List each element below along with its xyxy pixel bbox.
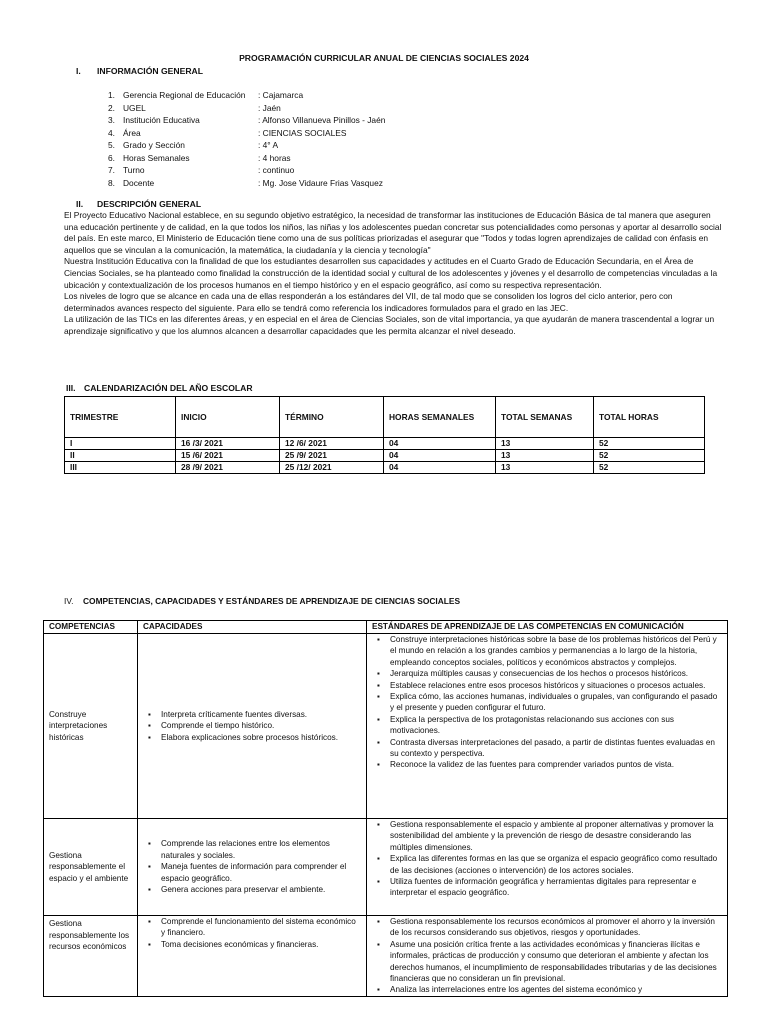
section-3-title: CALENDARIZACIÓN DEL AÑO ESCOLAR: [84, 383, 253, 393]
table-cell: 52: [594, 450, 705, 462]
section-3-number: III.: [66, 383, 76, 393]
list-item: ▪ Toma decisiones económicas y financieras.: [161, 939, 361, 950]
info-value: : Alfonso Villanueva Pinillos - Jaén: [258, 115, 386, 125]
info-key: UGEL: [123, 102, 146, 113]
table-cell: 04: [384, 438, 496, 450]
column-header: TOTAL HORAS: [594, 397, 705, 438]
info-value: : continuo: [258, 165, 295, 175]
competency-cell: Construye interpretaciones históricas: [44, 634, 138, 819]
list-item: ▪ Explica las diferentes formas en las que se organiza el espacio geográfico como resultado de las decisiones (acciones o intervención) de los actores sociales.: [390, 853, 722, 876]
list-item: ▪ Explica la perspectiva de los protagonistas relacionando sus acciones con sus motivaciones.: [390, 714, 722, 737]
table-row: [44, 916, 728, 997]
info-number: 3.: [108, 115, 115, 125]
table-header-row: [44, 621, 728, 634]
section-4-title: COMPETENCIAS, CAPACIDADES Y ESTÁNDARES DE APRENDIZAJE DE CIENCIAS SOCIALES: [83, 596, 461, 606]
table-cell: 25 /9/ 2021: [280, 450, 384, 462]
table-row: [44, 819, 728, 916]
list-item: ▪ Gestiona responsablemente los recursos económicos al promover el ahorro y la inversión de los recursos considerando sus objetivos, riesgos y oportunidades.: [390, 916, 722, 939]
info-key: Institución Educativa: [123, 115, 200, 125]
capacities-cell: [138, 634, 367, 819]
list-item: ▪ Construye interpretaciones históricas sobre la base de los problemas históricos del Perú y el mundo en relación a los grandes cambios y permanencias a lo largo de la historia, empleando conceptos sociales, políticos y económicos abstractos y complejos.: [390, 634, 722, 668]
column-header: INICIO: [176, 397, 280, 438]
general-description: [64, 210, 724, 338]
table-cell: 13: [496, 462, 594, 474]
column-header: ESTÁNDARES DE APRENDIZAJE DE LAS COMPETENCIAS EN COMUNICACIÓN: [367, 621, 728, 634]
table-cell: 28 /9/ 2021: [176, 462, 280, 474]
competencies-table: [43, 620, 728, 997]
section-4-number: IV.: [64, 596, 74, 606]
info-number: 7.: [108, 165, 115, 175]
table-cell: 25 /12/ 2021: [280, 462, 384, 474]
info-value: : Jaén: [258, 102, 281, 113]
list-item: ▪ Establece relaciones entre esos procesos históricos y situaciones o procesos actuales.: [390, 680, 722, 691]
list-item: ▪ Analiza las interrelaciones entre los agentes del sistema económico y: [390, 984, 722, 995]
list-item: ▪ Maneja fuentes de información para comprender el espacio geográfico.: [161, 861, 361, 884]
section-1-heading: [76, 66, 203, 77]
table-cell: 15 /6/ 2021: [176, 450, 280, 462]
info-row: [108, 90, 303, 101]
list-item: ▪ Comprende el funcionamiento del sistema económico y financiero.: [161, 916, 361, 939]
column-header: CAPACIDADES: [138, 621, 367, 634]
info-key: Grado y Sección: [123, 140, 185, 150]
info-key: Docente: [123, 177, 155, 188]
info-key: Horas Semanales: [123, 152, 190, 163]
list-item: ▪ Comprende las relaciones entre los elementos naturales y sociales.: [161, 838, 361, 861]
table-cell: 52: [594, 462, 705, 474]
table-cell: III: [65, 462, 176, 474]
info-key: Área: [123, 127, 141, 138]
list-item: ▪ Contrasta diversas interpretaciones del pasado, a partir de distintas fuentes evaluadas en su contexto y perspectiva.: [390, 737, 722, 760]
section-1-title: INFORMACIÓN GENERAL: [97, 66, 203, 76]
section-2-title: DESCRIPCIÓN GENERAL: [97, 199, 202, 209]
description-paragraph: Nuestra Institución Educativa con la finalidad de que los estudiantes desarrollen sus capacidades y actitudes en el Cuarto Grado de Educación Secundaria, en el Área de Ciencias Sociales, se ha planteado como finalidad la construcción de la identidad social y cultural de los adolescentes y jóvenes y el desarrollo de competencias vinculadas a la ubicación y contextualización de los procesos humanos en el tiempo histórico y en el espacio geográfico, así como su respectiva representación.: [64, 256, 718, 290]
list-item: ▪ Elabora explicaciones sobre procesos históricos.: [161, 732, 361, 743]
standards-cell: [367, 916, 728, 997]
column-header: HORAS SEMANALES: [384, 397, 496, 438]
table-cell: 13: [496, 450, 594, 462]
competency-cell: Gestiona responsablemente el espacio y el ambiente: [44, 819, 138, 916]
description-paragraph: La utilización de las TICs en las diferentes áreas, y en especial en el área de Ciencias Sociales, son de vital importancia, ya que ayudarán de manera trascendental a lograr un aprendizaje significativo y que los alumnos alcancen a desarrollar capacidades que les permita alcanzar el nivel deseado.: [64, 314, 715, 336]
info-number: 6.: [108, 152, 115, 163]
section-2-number: II.: [76, 199, 84, 209]
table-cell: 04: [384, 462, 496, 474]
table-cell: 04: [384, 450, 496, 462]
info-row: [108, 128, 346, 139]
info-row: [108, 153, 291, 164]
info-value: : 4 horas: [258, 152, 291, 163]
standards-cell: [367, 819, 728, 916]
info-row: [108, 178, 383, 189]
info-number: 5.: [108, 140, 115, 150]
table-row: [65, 450, 705, 462]
info-number: 2.: [108, 102, 115, 113]
competency-cell: Gestiona responsablemente los recursos económicos: [44, 916, 138, 997]
column-header: TÉRMINO: [280, 397, 384, 438]
info-value: : 4° A: [258, 140, 279, 150]
list-item: ▪ Genera acciones para preservar el ambiente.: [161, 884, 361, 895]
section-4-heading: [64, 596, 461, 607]
table-cell: II: [65, 450, 176, 462]
column-header: TOTAL SEMANAS: [496, 397, 594, 438]
column-header: TRIMESTRE: [65, 397, 176, 438]
list-item: ▪ Explica cómo, las acciones humanas, individuales o grupales, van configurando el pasado y el presente y pueden configurar el futuro.: [390, 691, 722, 714]
description-paragraph: Los niveles de logro que se alcance en cada una de ellas responderán a los estándares del VII, de tal modo que se consoliden los logros del ciclo anterior, pero con determinados avances respecto del siguiente. Para ello se tendrá como referencia los indicadores formulados para el grado en las JEC.: [64, 291, 673, 313]
info-row: [108, 140, 278, 151]
info-key: Turno: [123, 165, 145, 175]
info-row: [108, 103, 281, 114]
list-item: ▪ Utiliza fuentes de información geográfica y herramientas digitales para representar e interpretar el espacio geográfico.: [390, 876, 722, 899]
table-cell: 12 /6/ 2021: [280, 438, 384, 450]
list-item: ▪ Asume una posición crítica frente a las actividades económicas y financieras ilícitas e informales, prácticas de producción y consumo que deterioran el ambiente y afectan los derechos humanos, el incumplimiento de responsabilidades tributarias y de las decisiones financieras que no consideran un fin previsional.: [390, 939, 722, 985]
table-cell: 13: [496, 438, 594, 450]
table-cell: I: [65, 438, 176, 450]
list-item: ▪ Reconoce la validez de las fuentes para comprender variados puntos de vista.: [390, 759, 722, 770]
info-number: 4.: [108, 127, 115, 138]
capacities-cell: [138, 819, 367, 916]
calendar-table: [64, 396, 705, 474]
info-row: [108, 115, 385, 126]
table-cell: 52: [594, 438, 705, 450]
info-key: Gerencia Regional de Educación: [123, 90, 246, 100]
table-row: [44, 634, 728, 819]
table-cell: 16 /3/ 2021: [176, 438, 280, 450]
column-header: COMPETENCIAS: [44, 621, 138, 634]
info-value: : CIENCIAS SOCIALES: [258, 127, 347, 138]
info-row: [108, 165, 294, 176]
info-value: : Cajamarca: [258, 90, 304, 100]
section-2-heading: [76, 199, 202, 210]
table-header-row: [65, 397, 705, 438]
standards-cell: [367, 634, 728, 819]
info-number: 1.: [108, 90, 115, 100]
list-item: ▪ Gestiona responsablemente el espacio y ambiente al proponer alternativas y promover la sostenibilidad del ambiente y la prevención de riesgo de desastre considerando las múltiples dimensiones.: [390, 819, 722, 853]
section-3-heading: [66, 383, 253, 394]
table-row: [65, 438, 705, 450]
table-row: [65, 462, 705, 474]
list-item: ▪ Interpreta críticamente fuentes diversas.: [161, 709, 361, 720]
document-title: PROGRAMACIÓN CURRICULAR ANUAL DE CIENCIAS SOCIALES 2024: [239, 53, 529, 63]
list-item: ▪ Comprende el tiempo histórico.: [161, 720, 361, 731]
info-value: : Mg. Jose Vidaure Frias Vasquez: [258, 177, 383, 188]
list-item: ▪ Jerarquiza múltiples causas y consecuencias de los hechos o procesos históricos.: [390, 668, 722, 679]
capacities-cell: [138, 916, 367, 997]
section-1-number: I.: [76, 66, 81, 76]
description-paragraph: El Proyecto Educativo Nacional establece, en su segundo objetivo estratégico, la necesidad de transformar las instituciones de Educación Básica de tal manera que aseguren una educación pertinente y de calidad, en la que todos los niños, las niñas y los adolescentes puedan concretar sus potencialidades como personas y aportar al desarrollo social del país. En este marco, El Ministerio de Educación tiene como una de sus políticas priorizadas el asegurar que "Todos y todas logren aprendizajes de calidad con énfasis en aquellos que se vinculan a la comunicación, la matemática, la ciudadanía y la ciencia y tecnología": [64, 210, 722, 255]
info-number: 8.: [108, 177, 115, 188]
